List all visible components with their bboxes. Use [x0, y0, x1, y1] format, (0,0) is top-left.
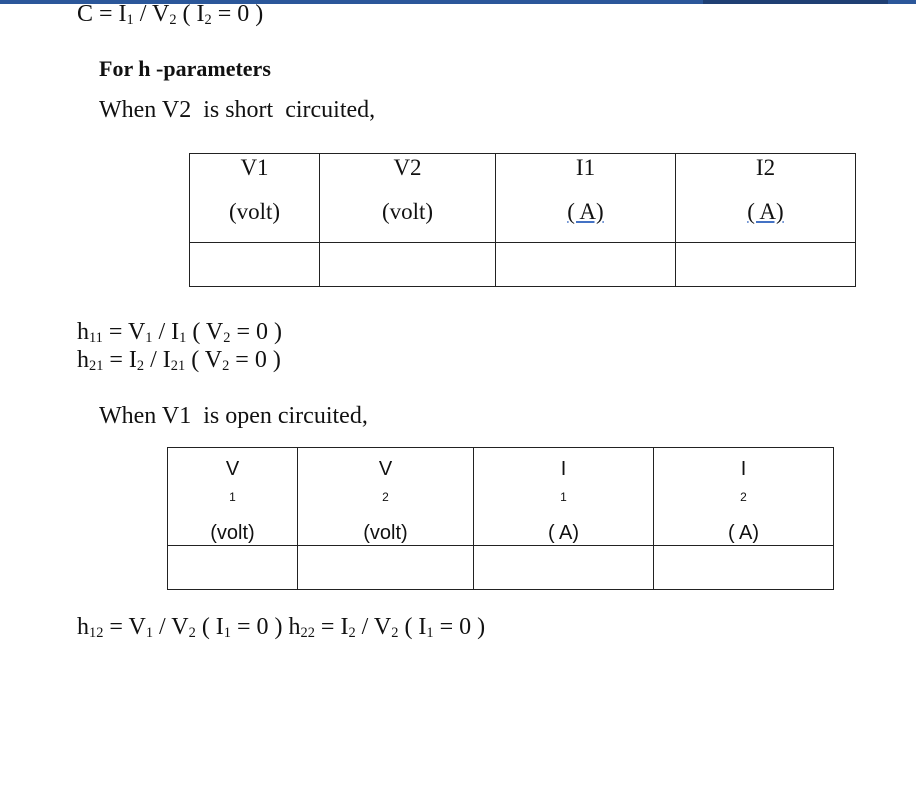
t2-header-i2: I $_2$ ( A) — [654, 448, 834, 546]
t2-cell-i1 — [474, 546, 654, 590]
t2-cell-i2 — [654, 546, 834, 590]
t1-header-v1: V1 (volt) — [190, 154, 320, 243]
t2-cell-v2 — [298, 546, 474, 590]
t2-header-v1: V $_1$ (volt) — [168, 448, 298, 546]
top-ribbon-segment — [703, 0, 888, 4]
t1-header-v2: V2 (volt) — [320, 154, 496, 243]
h21-formula: $h_{21} = I_2 / I_{21}$ ( $V_2 = 0$ ) — [77, 347, 281, 374]
open-circuit-table — [167, 447, 834, 590]
t2-header-i1: I $_1$ ( A) — [474, 448, 654, 546]
case1-text: When V2 is short circuited, — [99, 97, 376, 123]
t1-cell-v1 — [190, 243, 320, 287]
t1-cell-i2 — [676, 243, 856, 287]
h11-formula: $h_{11} = V_1 / I_1$ ( $V_2 = 0$ ) — [77, 319, 282, 346]
t2-cell-v1 — [168, 546, 298, 590]
t1-header-i2: I2 ( A) — [676, 154, 856, 243]
c-formula: $C = I_1 / V_2$ ( $I_2 = 0$ ) — [77, 1, 264, 28]
short-circuit-table — [189, 153, 856, 287]
h12-h22-formula: $h_{12} = V_1 / V_2$ ( $I_1 = 0$ ) $h_{22} = I_2 / V_2$ ( $I_1 = 0$ ) — [77, 614, 486, 641]
case2-text: When V1 is open circuited, — [99, 403, 368, 429]
t2-header-v2: V $_2$ (volt) — [298, 448, 474, 546]
t1-cell-v2 — [320, 243, 496, 287]
section-title: For h -parameters — [99, 56, 271, 81]
t1-header-i1: I1 ( A) — [496, 154, 676, 243]
t1-cell-i1 — [496, 243, 676, 287]
